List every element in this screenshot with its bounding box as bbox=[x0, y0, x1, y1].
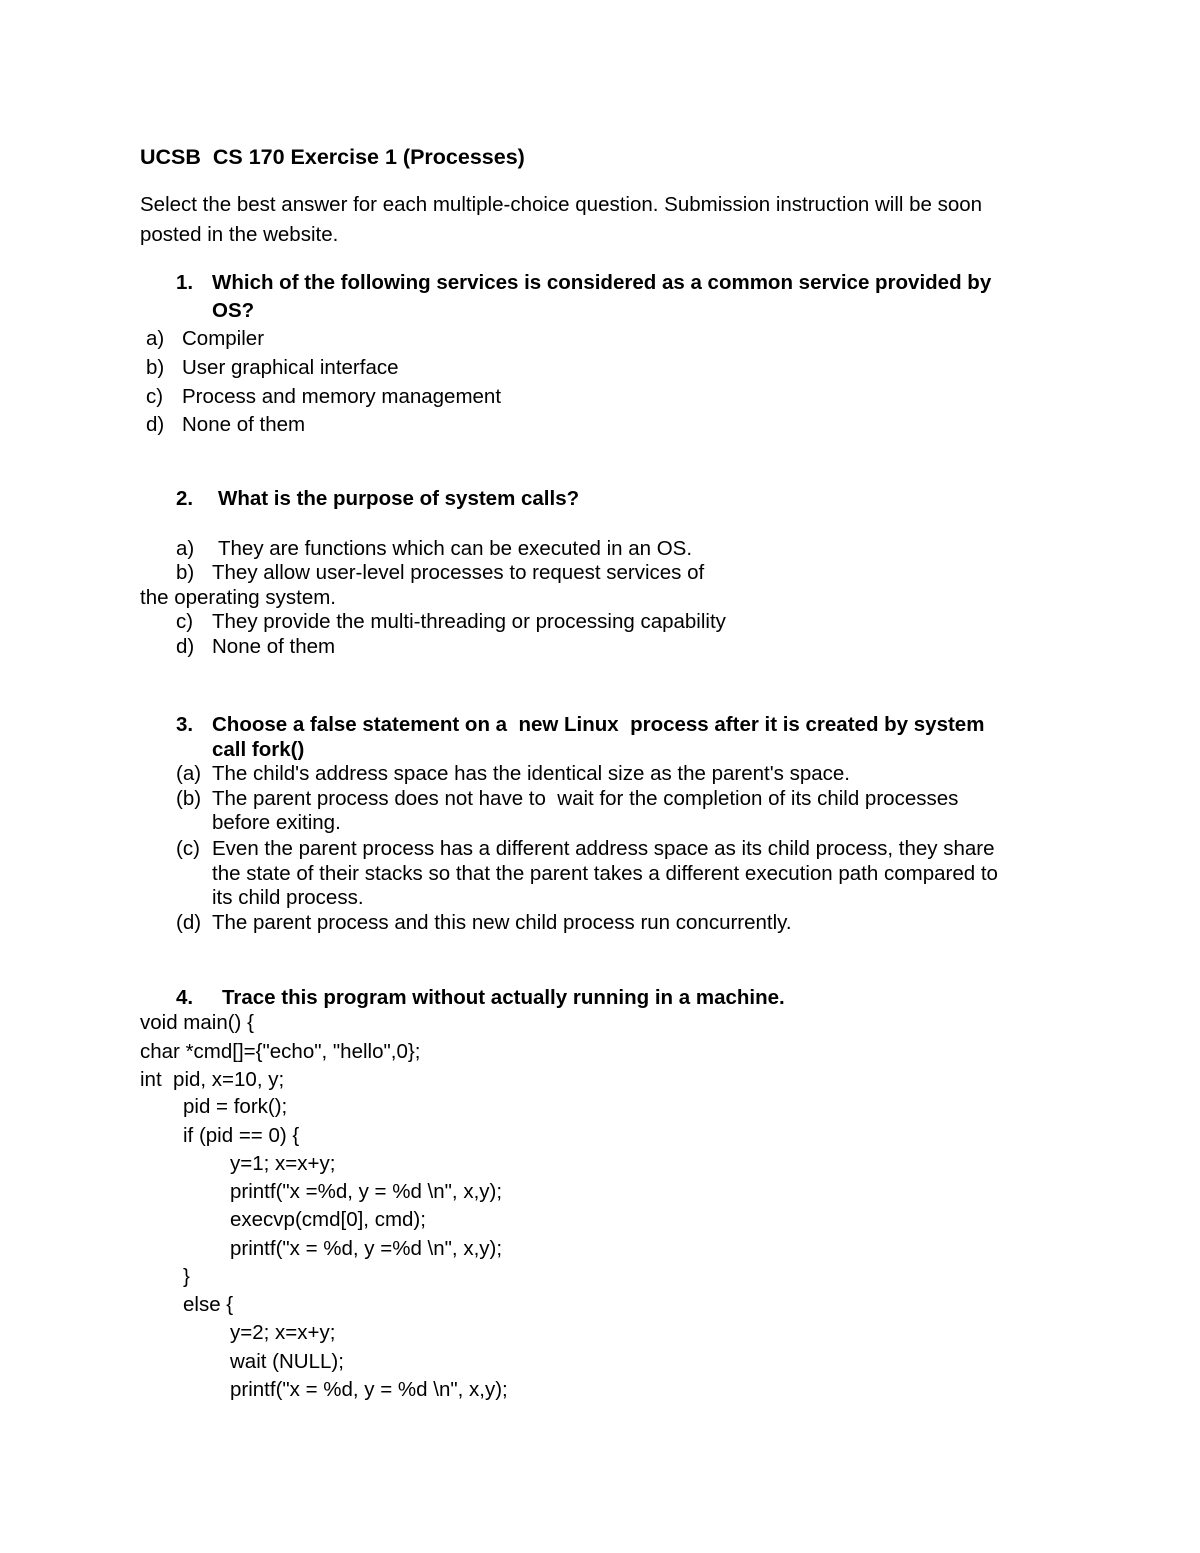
q4-text: Trace this program without actually running in a machine. bbox=[222, 986, 785, 1009]
q1-option-c-label: c) bbox=[146, 385, 164, 408]
code-line: printf("x = %d, y =%d \n", x,y); bbox=[230, 1237, 503, 1260]
q2-option-c-text: They provide the multi-threading or processing capability bbox=[212, 610, 726, 633]
intro-line-1: Select the best answer for each multiple-choice question. Submission instruction will be soon bbox=[140, 193, 983, 216]
q1-option-b-label: b) bbox=[146, 356, 165, 379]
q4-number: 4. bbox=[176, 986, 194, 1009]
q1-number: 1. bbox=[176, 271, 194, 294]
code-line: y=1; x=x+y; bbox=[230, 1152, 336, 1175]
q2-option-c-label: c) bbox=[176, 610, 194, 633]
q2-option-d-label: d) bbox=[176, 635, 195, 658]
q2-option-b-continuation: the operating system. bbox=[140, 586, 336, 609]
q3-option-c-line-2: the state of their stacks so that the parent takes a different execution path compared to bbox=[212, 862, 998, 885]
code-line: } bbox=[183, 1265, 190, 1288]
page-title: UCSB CS 170 Exercise 1 (Processes) bbox=[140, 145, 525, 169]
code-line: if (pid == 0) { bbox=[183, 1124, 300, 1147]
q3-option-d-line-1: The parent process and this new child process run concurrently. bbox=[212, 911, 792, 934]
q2-option-b-label: b) bbox=[176, 561, 195, 584]
q1-option-d-label: d) bbox=[146, 413, 165, 436]
q3-option-d-label: (d) bbox=[176, 911, 202, 934]
q3-option-a-line-1: The child's address space has the identical size as the parent's space. bbox=[212, 762, 850, 785]
q3-option-c-line-1: Even the parent process has a different address space as its child process, they share bbox=[212, 837, 995, 860]
q2-number: 2. bbox=[176, 487, 194, 510]
code-line: wait (NULL); bbox=[230, 1350, 344, 1373]
q1-option-b-text: User graphical interface bbox=[182, 356, 399, 379]
q2-text: What is the purpose of system calls? bbox=[218, 487, 580, 510]
code-line: printf("x =%d, y = %d \n", x,y); bbox=[230, 1180, 503, 1203]
q1-option-a-label: a) bbox=[146, 327, 165, 350]
q1-option-d-text: None of them bbox=[182, 413, 306, 436]
code-line: pid = fork(); bbox=[183, 1095, 288, 1118]
q1-option-c-text: Process and memory management bbox=[182, 385, 502, 408]
q2-option-a-text: They are functions which can be executed in an OS. bbox=[218, 537, 693, 560]
code-line: char *cmd[]={"echo", "hello",0}; bbox=[140, 1040, 421, 1063]
code-line: execvp(cmd[0], cmd); bbox=[230, 1208, 426, 1231]
q1-text-line-2: OS? bbox=[212, 299, 255, 322]
q1-text-line-1: Which of the following services is considered as a common service provided by bbox=[212, 271, 992, 294]
q3-text-line-1: Choose a false statement on a new Linux process after it is created by system bbox=[212, 713, 985, 736]
code-line: printf("x = %d, y = %d \n", x,y); bbox=[230, 1378, 508, 1401]
intro-line-2: posted in the website. bbox=[140, 223, 339, 246]
code-line: void main() { bbox=[140, 1011, 254, 1034]
q3-option-c-label: (c) bbox=[176, 837, 200, 860]
q3-number: 3. bbox=[176, 713, 194, 736]
code-line: else { bbox=[183, 1293, 234, 1316]
q2-option-d-text: None of them bbox=[212, 635, 336, 658]
q3-option-a-label: (a) bbox=[176, 762, 202, 785]
q3-option-c-line-3: its child process. bbox=[212, 886, 364, 909]
q3-option-b-line-1: The parent process does not have to wait for the completion of its child processes bbox=[212, 787, 959, 810]
q3-option-b-label: (b) bbox=[176, 787, 202, 810]
q2-option-a-label: a) bbox=[176, 537, 195, 560]
code-line: y=2; x=x+y; bbox=[230, 1321, 336, 1344]
q3-option-b-line-2: before exiting. bbox=[212, 811, 341, 834]
q1-option-a-text: Compiler bbox=[182, 327, 265, 350]
q3-text-line-2: call fork() bbox=[212, 738, 305, 761]
code-line: int pid, x=10, y; bbox=[140, 1068, 285, 1091]
q2-option-b-text: They allow user-level processes to request services of bbox=[212, 561, 705, 584]
